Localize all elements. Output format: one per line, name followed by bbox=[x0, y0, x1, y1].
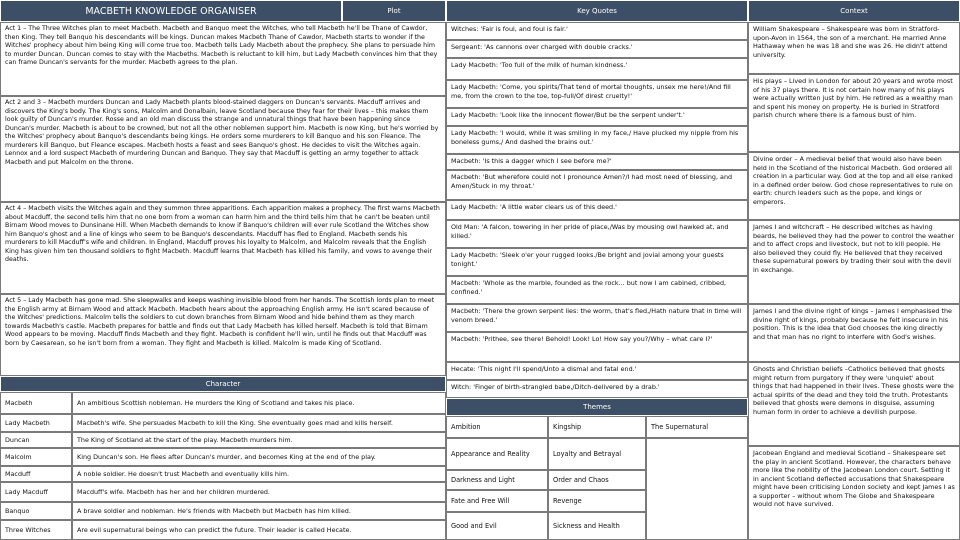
quote: Macbeth: 'There the grown serpent lies: the worm, that's fled,/Hath nature that in time will venom breed.' bbox=[446, 304, 748, 332]
character-name: Banquo bbox=[0, 502, 72, 520]
themes-header: Themes bbox=[446, 398, 748, 416]
character-description: Macduff's wife. Macbeth has her and her children murdered. bbox=[72, 482, 446, 502]
quote: Lady Macbeth: 'Come, you spirits/That tend of mortal thoughts, unsex me here!/And fill me, from the crown to the toe, top-full/Of direst cruelty!' bbox=[446, 80, 748, 108]
theme-loyalty-betrayal: Loyalty and Betrayal bbox=[548, 438, 646, 470]
theme-sickness-health: Sickness and Health bbox=[548, 512, 646, 540]
theme-revenge: Revenge bbox=[548, 490, 646, 512]
plot-header: Plot bbox=[342, 0, 446, 22]
theme-ambition: Ambition bbox=[446, 416, 548, 438]
character-name: Macduff bbox=[0, 466, 72, 482]
context-header: Context bbox=[748, 0, 960, 22]
quote: Macbeth: 'But wherefore could not I pronounce Amen?/I had most need of blessing, and Amen/Stuck in my throat.' bbox=[446, 170, 748, 200]
quote: Lady Macbeth: 'Look like the innocent flower/But be the serpent under't.' bbox=[446, 108, 748, 126]
plot-act-4: Act 4 – Macbeth visits the Witches again and they summon three apparitions. Each apparition makes a prophecy. The first warns Macbeth about Macduff, the second tells him that no one born from a woman can harm him and the third tells him that he can't be beaten until Birnam Wood moves to Dunsinane Hill. When Macbeth demands to know if Banquo's children will ever rule Scotland the Witches show him Banquo's ghost and a line of kings who seem to be Banquo's descendants. Macduff has fled to England. Macbeth sends his murderers to kill Macduff's wife and children. In England, Macduff proves his loyalty to Malcolm, and Malcolm reveals that the English King has given him ten thousand soldiers to fight Macbeth. Macduff learns that Macbeth has killed his family, and vows to avenge their deaths. bbox=[0, 202, 446, 294]
theme-appearance-reality: Appearance and Reality bbox=[446, 438, 548, 470]
quote: Lady Macbeth: 'Sleek o'er your rugged looks./Be bright and jovial among your guests tonight.' bbox=[446, 248, 748, 276]
context-shakespeare: William Shakespeare – Shakespeare was born in Stratford-upon-Avon in 1564, the son of a merchant. He married Anne Hathaway when he was 18 and she was 26. He didn't attend university. bbox=[748, 22, 960, 74]
character-header: Character bbox=[0, 376, 446, 392]
theme-empty-cell bbox=[646, 438, 748, 540]
theme-supernatural: The Supernatural bbox=[646, 416, 748, 438]
quote: Lady Macbeth: 'Too full of the milk of human kindness.' bbox=[446, 58, 748, 80]
context-divine-right: James I and the divine right of kings – James I emphasised the divine right of kings, probably because he felt insecure in his position. This is the idea that God chooses the king directly and that man has no right to interfere with God's wishes. bbox=[748, 304, 960, 362]
theme-kingship: Kingship bbox=[548, 416, 646, 438]
quote: Macbeth: 'Whole as the marble, founded as the rock... but now I am cabined, cribbed, confined.' bbox=[446, 276, 748, 304]
character-name: Macbeth bbox=[0, 392, 72, 414]
page-title: MACBETH KNOWLEDGE ORGANISER bbox=[0, 0, 342, 22]
character-name: Duncan bbox=[0, 432, 72, 448]
character-name: Lady Macduff bbox=[0, 482, 72, 502]
quote: Hecate: 'This night I'll spend/Unto a dismal and fatal end.' bbox=[446, 362, 748, 380]
theme-darkness-light: Darkness and Light bbox=[446, 470, 548, 490]
character-description: A brave soldier and nobleman. He's friends with Macbeth but Macbeth has him killed. bbox=[72, 502, 446, 520]
context-james-witchcraft: James I and witchcraft – He described witches as having beards, he believed they had the power to control the weather and to affect crops and livestock, but not to kill people. He also believed they could fly. He believed that they received these supernatural powers by trading their soul with the devil in exchange. bbox=[748, 220, 960, 304]
character-description: An ambitious Scottish nobleman. He murders the King of Scotland and takes his place. bbox=[72, 392, 446, 414]
quote: Sergeant: 'As cannons over charged with double cracks.' bbox=[446, 40, 748, 58]
character-description: Macbeth's wife. She persuades Macbeth to kill the King. She eventually goes mad and kills herself. bbox=[72, 414, 446, 432]
theme-fate-free-will: Fate and Free Will bbox=[446, 490, 548, 512]
quote: Lady Macbeth: 'I would, while it was smiling in my face,/ Have plucked my nipple from his boneless gums,/ And dashed the brains out.' bbox=[446, 126, 748, 154]
character-description: The King of Scotland at the start of the play. Macbeth murders him. bbox=[72, 432, 446, 448]
plot-act-5: Act 5 – Lady Macbeth has gone mad. She sleepwalks and keeps washing invisible blood from her hands. The Scottish lords plan to meet the English army at Birnam Wood and attack Macbeth. Macbeth hears about the approaching English army. He isn't scared because of the Witches' predictions. Malcolm tells the soldiers to cut down branches from Birnam Wood and hide behind them as they march towards Macbeth's castle. Macbeth prepares for battle and finds out that Lady Macbeth has killed herself. Macbeth is told that Birnam Wood appears to be moving. Macduff finds Macbeth and they fight. Macbeth is confident he'll win, until he finds out that Macduff was born by Caesarean, so he isn't born from a woman. They fight and Macbeth is killed. Malcolm is made King of Scotland. bbox=[0, 294, 446, 376]
key-quotes-header: Key Quotes bbox=[446, 0, 748, 22]
quote: Old Man: 'A falcon, towering in her pride of place,/Was by mousing owl hawked at, and killed.' bbox=[446, 220, 748, 248]
character-name: Lady Macbeth bbox=[0, 414, 72, 432]
quote: Witches: 'Fair is foul, and foul is fair.' bbox=[446, 22, 748, 40]
quote: Witch: 'Finger of birth-strangled babe,/Ditch-delivered by a drab.' bbox=[446, 380, 748, 398]
quote: Macbeth: 'Is this a dagger which I see before me?' bbox=[446, 154, 748, 170]
character-description: Are evil supernatural beings who can predict the future. Their leader is called Hecate. bbox=[72, 520, 446, 540]
character-name: Malcolm bbox=[0, 448, 72, 466]
context-ghosts: Ghosts and Christian beliefs –Catholics believed that ghosts might return from purgatory if they were 'unquiet' about things that had happened in their lives. These ghosts were the actual spirits of the dead and they told the truth. Protestants believed that ghosts were demons in disguise, assuming human form in order to achieve a devilish purpose. bbox=[748, 362, 960, 446]
context-divine-order: Divine order – A medieval belief that would also have been held in the Scotland of the historical Macbeth. God ordered all creation in a particular way. God at the top and all else ranked in a defined order below. God chose representatives to rule on earth: church leaders such as the pope, and kings or emperors. bbox=[748, 152, 960, 220]
character-description: King Duncan's son. He flees after Duncan's murder, and becomes King at the end of the play. bbox=[72, 448, 446, 466]
quote: Lady Macbeth: 'A little water clears us of this deed.' bbox=[446, 200, 748, 220]
character-description: A noble soldier. He doesn't trust Macbeth and eventually kills him. bbox=[72, 466, 446, 482]
plot-act-2-3: Act 2 and 3 – Macbeth murders Duncan and Lady Macbeth plants blood-stained daggers on Duncan's servants. Macduff arrives and discovers the King's body. The King's sons, Malcolm and Donalbain, leave Scotland because they fear for their lives – this makes them look guilty of Duncan's murder. Rosse and an old man discuss the strange and unnatural things that have been happening since Duncan's murder. Macbeth is about to be crowned, but not all the other noblemen support him. Macbeth is now King, but he's worried by the Witches' prophecy about Banquo's descendants being kings. He orders some murderers to kill Banquo and his son Fleance. The murderers kill Banquo, but Fleance escapes. Macbeth hosts a feast and sees Banquo's ghost. He decides to visit the Witches again. Lennox and a lord suspect Macbeth of murdering Duncan and Banquo. They say that Macduff is getting an army together to attack Macbeth and put Malcolm on the throne. bbox=[0, 96, 446, 202]
plot-act-1: Act 1 – The Three Witches plan to meet Macbeth. Macbeth and Banquo meet the Witches, who tell Macbeth he'll be Thane of Cawdor, then King. They tell Banquo his descendants will be kings. Duncan makes Macbeth Thane of Cawdor, Macbeth starts to wonder if the Witches' prophecy about him being King will come true too. Macbeth tells Lady Macbeth about the prophecy. She plans to persuade him to murder Duncan. Duncan comes to stay with the Macbeths. Macbeth is reluctant to kill him, but Lady Macbeth convinces him that they can frame Duncan's servants for the murder. Macbeth agrees to the plan. bbox=[0, 22, 446, 96]
theme-good-evil: Good and Evil bbox=[446, 512, 548, 540]
theme-order-chaos: Order and Chaos bbox=[548, 470, 646, 490]
character-name: Three Witches bbox=[0, 520, 72, 540]
context-jacobean-scotland: Jacobean England and medieval Scotland – Shakespeare set the play in ancient Scotland. However, the characters behave more like the nobility of the Jacobean London court. Setting it in ancient Scotland deflected accusations that Shakespeare might have been criticising London society and kept James I as a supporter – without whom The Globe and Shakespeare would not have survived. bbox=[748, 446, 960, 540]
quote: Macbeth: 'Prithee, see there! Behold! Look! Lo! How say you?/Why – what care I?' bbox=[446, 332, 748, 362]
context-his-plays: His plays – Lived in London for about 20 years and wrote most of his 37 plays there. It is not certain how many of his plays were actually written just by him. He retired as a wealthy man and spent his money on property. He is buried in Stratford parish church where there is a famous bust of him. bbox=[748, 74, 960, 152]
